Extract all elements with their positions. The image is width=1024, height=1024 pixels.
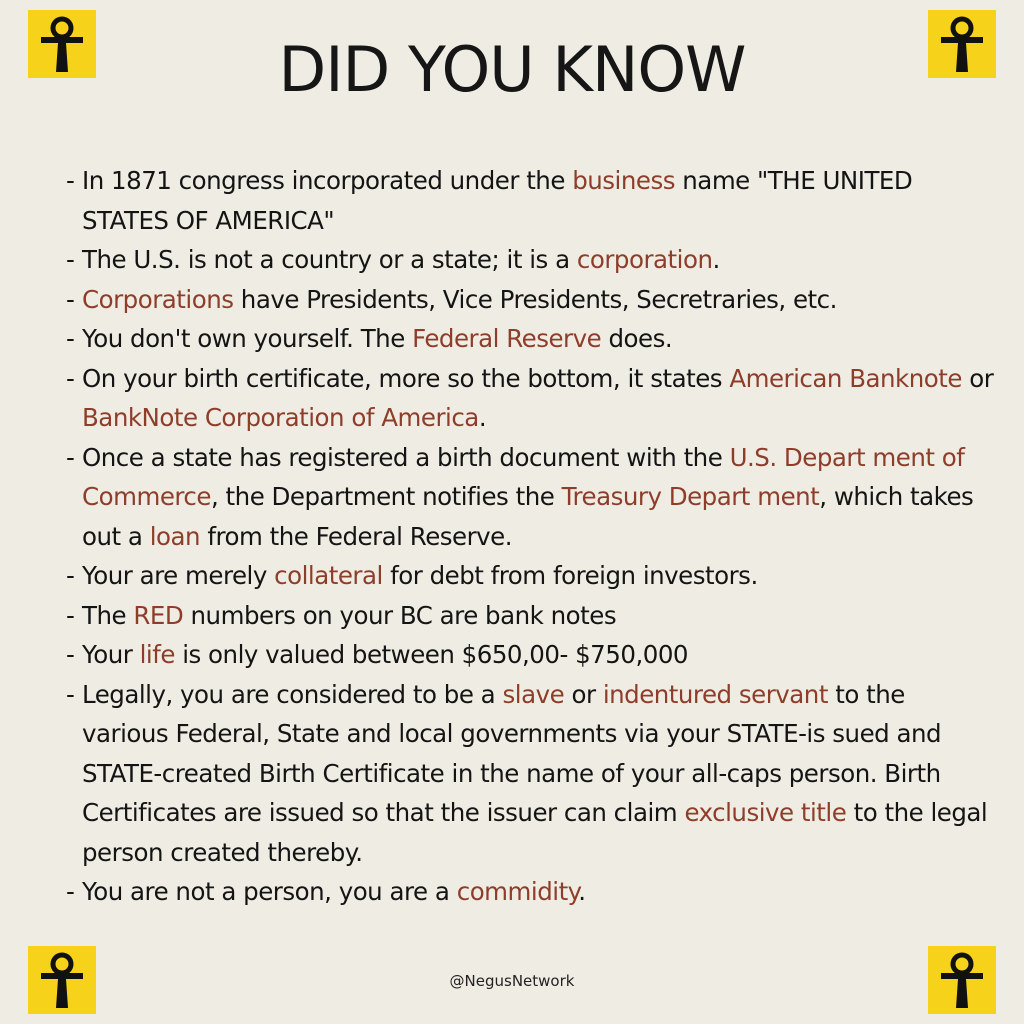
highlighted-term: RED bbox=[133, 600, 184, 630]
bullet-dash: - bbox=[66, 166, 75, 195]
highlighted-term: loan bbox=[149, 521, 201, 551]
fact-text: is only valued between $650,00- $750,000 bbox=[174, 640, 688, 669]
fact-item bbox=[66, 438, 996, 557]
highlighted-term: U.S. Depart ment of Commerce bbox=[82, 442, 965, 511]
highlighted-term: collateral bbox=[274, 561, 383, 590]
fact-item bbox=[66, 161, 996, 240]
fact-text: The U.S. is not a country or a state; it is a bbox=[82, 245, 577, 274]
fact-item bbox=[66, 872, 996, 912]
bullet-dash: - bbox=[66, 284, 75, 314]
fact-item bbox=[66, 635, 996, 675]
highlighted-term: American Banknote bbox=[729, 363, 962, 393]
fact-text: does. bbox=[601, 324, 673, 353]
fact-item bbox=[66, 240, 996, 280]
highlighted-term: exclusive title bbox=[684, 798, 847, 827]
fact-item bbox=[66, 280, 996, 320]
fact-text: Your are merely bbox=[82, 561, 275, 590]
fact-text: numbers on your BC are bank notes bbox=[183, 600, 617, 630]
fact-text: , the Department notifies the bbox=[210, 482, 562, 511]
fact-text: for debt from foreign investors. bbox=[382, 561, 758, 590]
fact-text: Legally, you are considered to be a bbox=[82, 679, 503, 709]
fact-list bbox=[66, 161, 996, 912]
fact-text: or bbox=[564, 679, 603, 709]
bullet-dash: - bbox=[66, 245, 75, 274]
highlighted-term: life bbox=[139, 640, 175, 669]
fact-item bbox=[66, 359, 996, 438]
bullet-dash: - bbox=[66, 442, 75, 472]
fact-text: Once a state has registered a birth document with the bbox=[82, 442, 730, 472]
bullet-dash: - bbox=[66, 363, 75, 393]
fact-text: or bbox=[961, 363, 994, 393]
highlighted-term: indentured servant bbox=[602, 679, 828, 709]
bullet-dash: - bbox=[66, 600, 75, 630]
fact-text: to the legal person created thereby. bbox=[82, 798, 988, 867]
highlighted-term: Treasury Depart ment bbox=[561, 482, 820, 511]
fact-text: name "THE UNITED STATES OF AMERICA" bbox=[82, 166, 913, 235]
bullet-dash: - bbox=[66, 561, 75, 590]
fact-text: to the various Federal, State and local governments via your STATE-is sued and STATE-created Birth Certificate in the name of your all-caps person. Birth Certificates are issued so that the issuer can claim bbox=[82, 679, 942, 827]
highlighted-term: commidity bbox=[456, 877, 579, 906]
fact-text: On your birth certificate, more so the bottom, it states bbox=[82, 363, 730, 393]
fact-item bbox=[66, 319, 996, 359]
fact-text: have Presidents, Vice Presidents, Secretraries, etc. bbox=[233, 284, 837, 314]
fact-text: . bbox=[478, 403, 487, 432]
fact-text: Your bbox=[82, 640, 140, 669]
fact-item bbox=[66, 556, 996, 596]
highlighted-term: BankNote Corporation of America bbox=[82, 403, 479, 432]
fact-text: . bbox=[712, 245, 720, 274]
highlighted-term: Federal Reserve bbox=[412, 324, 602, 353]
highlighted-term: slave bbox=[502, 679, 565, 709]
fact-text: from the Federal Reserve. bbox=[200, 521, 513, 551]
highlighted-term: business bbox=[572, 166, 675, 195]
highlighted-term: Corporations bbox=[82, 284, 234, 314]
bullet-dash: - bbox=[66, 324, 75, 353]
bullet-dash: - bbox=[66, 640, 75, 669]
footer-handle: @NegusNetwork bbox=[449, 972, 575, 990]
bullet-dash: - bbox=[66, 877, 75, 906]
highlighted-term: corporation bbox=[576, 245, 713, 274]
bullet-dash: - bbox=[66, 679, 75, 709]
fact-item bbox=[66, 596, 996, 636]
fact-text: . bbox=[578, 877, 586, 906]
fact-text: , which takes out a bbox=[82, 482, 974, 551]
fact-text: You don't own yourself. The bbox=[82, 324, 413, 353]
page-title: DID YOU KNOW bbox=[278, 33, 746, 106]
fact-text: You are not a person, you are a bbox=[82, 877, 457, 906]
fact-text: In 1871 congress incorporated under the bbox=[82, 166, 573, 195]
fact-text: The bbox=[82, 600, 134, 630]
fact-item bbox=[66, 675, 996, 873]
